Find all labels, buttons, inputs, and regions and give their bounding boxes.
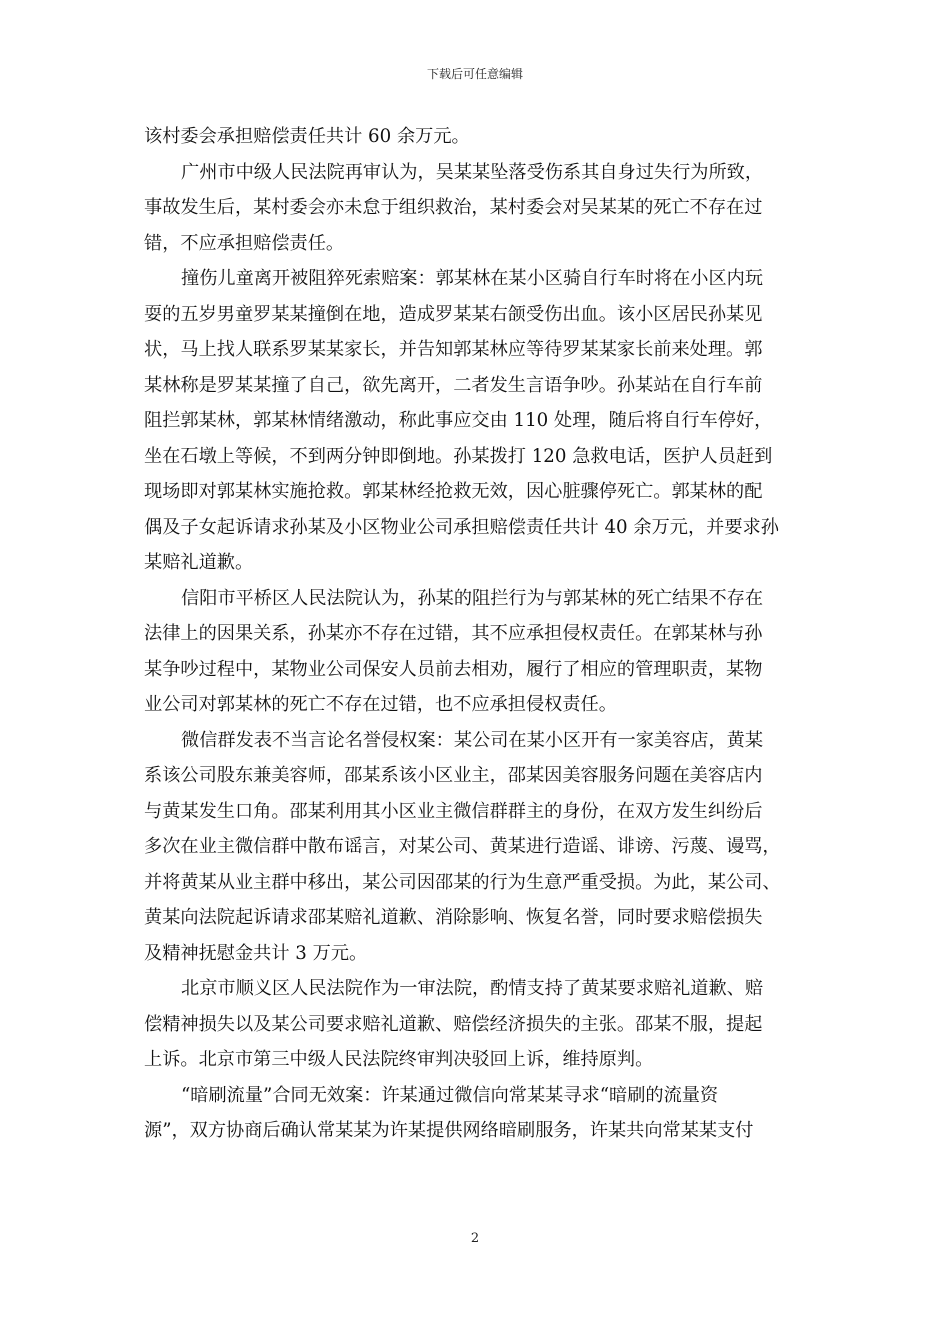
text-line: 及精神抚慰金共计 3 万元。: [144, 942, 368, 964]
text-line: 错，不应承担赔偿责任。: [144, 232, 345, 254]
text-line: 与黄某发生口角。邵某利用其小区业主微信群群主的身份，在双方发生纠纷后: [144, 800, 763, 822]
text-line: 某赔礼道歉。: [144, 552, 254, 573]
page-number: 2: [470, 1231, 480, 1246]
document-body: [144, 119, 810, 1149]
text-line: 状，马上找人联系罗某某家长，并告知郭某林应等待罗某某家长前来处理。郭: [144, 339, 763, 360]
text-line: 源”，双方协商后确认常某某为许某提供网络暗刷服务，许某共向常某某支付: [144, 1120, 754, 1141]
text-line: 偶及子女起诉请求孙某及小区物业公司承担赔偿责任共计 40 余万元，并要求孙: [144, 516, 779, 538]
text-line: 偿精神损失以及某公司要求赔礼道歉、赔偿经济损失的主张。邵某不服，提起: [144, 1013, 763, 1035]
text-line: 现场即对郭某林实施抢救。郭某林经抢救无效，因心脏骤停死亡。郭某林的配: [144, 481, 763, 502]
text-line: 微信群发表不当言论名誉侵权案：某公司在某小区开有一家美容店，黄某: [181, 729, 764, 751]
text-line: 上诉。北京市第三中级人民法院终审判决驳回上诉，维持原判。: [144, 1049, 654, 1070]
text-line: 并将黄某从业主群中移出，某公司因邵某的行为生意严重受损。为此，某公司、: [144, 871, 781, 893]
text-line: 阻拦郭某林，郭某林情绪激动，称此事应交由 110 处理，随后将自行车停好，: [144, 410, 773, 431]
text-line: 法律上的因果关系，孙某亦不存在过错，其不应承担侵权责任。在郭某林与孙: [144, 623, 763, 644]
text-line: 多次在业主微信群中散布谣言，对某公司、黄某进行造谣、诽谤、污蔑、谩骂，: [144, 836, 781, 857]
text-line: 某林称是罗某某撞了自己，欲先离开，二者发生言语争吵。孙某站在自行车前: [144, 374, 763, 396]
text-line: 北京市顺义区人民法院作为一审法院，酌情支持了黄某要求赔礼道歉、赔: [181, 978, 764, 999]
page-header: 下载后可任意编辑: [426, 67, 523, 81]
text-line: 该村委会承担赔偿责任共计 60 余万元。: [144, 126, 470, 147]
text-line: 信阳市平桥区人民法院认为，孙某的阻拦行为与郭某林的死亡结果不存在: [181, 587, 764, 609]
text-line: 黄某向法院起诉请求邵某赔礼道歉、消除影响、恢复名誉，同时要求赔偿损失: [144, 907, 763, 928]
text-line: 事故发生后，某村委会亦未怠于组织救治，某村委会对吴某某的死亡不存在过: [144, 197, 763, 218]
text-line: 某争吵过程中，某物业公司保安人员前去相劝，履行了相应的管理职责，某物: [144, 658, 763, 680]
text-line: 广州市中级人民法院再审认为，吴某某坠落受伤系其自身过失行为所致，: [181, 161, 764, 183]
text-line: “暗刷流量”合同无效案：许某通过微信向常某某寻求“暗刷的流量资: [181, 1084, 719, 1106]
text-line: 撞伤儿童离开被阻猝死索赔案：郭某林在某小区骑自行车时将在小区内玩: [181, 268, 764, 289]
text-line: 坐在石墩上等候，不到两分钟即倒地。孙某拨打 120 急救电话，医护人员赶到: [144, 445, 773, 467]
text-line: 业公司对郭某林的死亡不存在过错，也不应承担侵权责任。: [144, 694, 617, 715]
text-line: 耍的五岁男童罗某某撞倒在地，造成罗某某右颌受伤出血。该小区居民孙某见: [144, 303, 763, 325]
text-line: 系该公司股东兼美容师，邵某系该小区业主，邵某因美容服务问题在美容店内: [144, 765, 763, 786]
